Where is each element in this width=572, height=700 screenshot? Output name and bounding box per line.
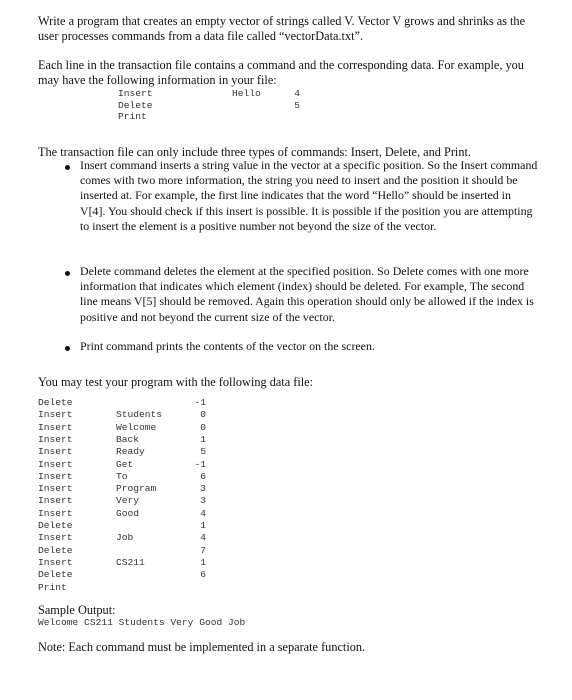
data-file-number: 5 <box>200 446 206 458</box>
data-file-row <box>0 409 572 421</box>
data-file-string: Welcome <box>116 421 157 433</box>
data-file-number: 4 <box>200 507 206 519</box>
data-file-number: 3 <box>200 483 206 495</box>
bullet-icon <box>65 346 70 351</box>
data-file-row <box>0 532 572 544</box>
data-file-command: Insert <box>38 495 73 507</box>
example-number: 5 <box>294 99 300 111</box>
data-file-row <box>0 434 572 446</box>
data-file-number: 3 <box>200 495 206 507</box>
data-file-row <box>0 446 572 458</box>
data-file-command: Insert <box>38 421 73 433</box>
data-file-row <box>0 508 572 520</box>
data-file-command: Insert <box>38 507 73 519</box>
data-file-row <box>0 557 572 569</box>
data-file-command: Insert <box>38 409 73 421</box>
example-row <box>0 88 572 100</box>
data-file-number: 0 <box>200 421 206 433</box>
bullet-icon <box>65 165 70 170</box>
sample-output-title: Sample Output: <box>38 603 116 617</box>
data-file-command: Insert <box>38 532 73 544</box>
sample-output-text: Welcome CS211 Students Very Good Job <box>38 617 246 628</box>
example-string: Hello <box>232 88 261 99</box>
bullet-icon <box>65 271 70 276</box>
data-file-row <box>0 483 572 495</box>
data-file-number: 1 <box>200 520 206 531</box>
data-file-string: Get <box>116 458 134 470</box>
data-file-command: Print <box>38 581 67 593</box>
data-file-number: 0 <box>200 409 206 421</box>
data-file-number: 1 <box>200 433 206 445</box>
note-paragraph: Note: Each command must be implemented in a separate function. <box>38 640 366 654</box>
intro-paragraph: Write a program that creates an empty vector of strings called V. Vector V grows and shrinks as the user processes commands from a data file called “vectorData.txt”. <box>38 14 526 43</box>
data-file-command: Insert <box>38 446 73 458</box>
bullet-print: Print command prints the contents of the vector on the screen. <box>80 339 375 353</box>
data-file-command: Insert <box>38 470 73 482</box>
data-file-number: 7 <box>200 544 206 556</box>
data-file-number: -1 <box>194 458 206 470</box>
test-intro-paragraph: You may test your program with the following data file: <box>38 375 314 389</box>
data-file-string: Good <box>116 507 140 519</box>
example-block <box>0 88 572 128</box>
data-file-number: 4 <box>200 532 206 544</box>
data-file-string: Very <box>116 495 140 507</box>
data-file-command: Delete <box>38 520 73 531</box>
each-line-paragraph: Each line in the transaction file contains a command and the corresponding data. For example, you may have the following information in your file: <box>38 58 524 87</box>
data-file-command: Insert <box>38 433 73 445</box>
data-file-command: Insert <box>38 556 73 568</box>
data-file-command: Delete <box>38 544 73 556</box>
example-row <box>0 111 572 123</box>
data-file-number: -1 <box>194 397 206 408</box>
data-file-row <box>0 520 572 532</box>
data-file-row <box>0 459 572 471</box>
data-file-number: 6 <box>200 569 206 581</box>
example-command: Insert <box>118 88 153 99</box>
data-file-command: Delete <box>38 569 73 581</box>
data-file-string: Ready <box>116 446 145 458</box>
data-file-row <box>0 397 572 409</box>
data-file-string: Job <box>116 532 134 544</box>
data-file-command: Insert <box>38 458 73 470</box>
data-file-string: To <box>116 470 128 482</box>
data-file-row <box>0 471 572 483</box>
example-command: Print <box>118 111 147 123</box>
data-file-number: 6 <box>200 470 206 482</box>
bullet-insert: Insert command inserts a string value in the vector at a specific position. So the Insert command comes with two more information, the string you need to insert and the position it should be inserted at. For example, the first line indicates that the word “Hello” should be inserted in V[4]. You should check if this insert is possible. It is possible if the position you are attempting to insert the element is a positive number not beyond the size of the vector. <box>80 158 538 233</box>
data-file-string: Students <box>116 409 163 421</box>
data-file-row <box>0 422 572 434</box>
data-file-command: Delete <box>38 397 73 408</box>
data-file-row <box>0 582 572 594</box>
example-row <box>0 100 572 112</box>
data-file-row <box>0 495 572 507</box>
data-file-string: CS211 <box>116 556 145 568</box>
data-file-row <box>0 545 572 557</box>
data-file-command: Insert <box>38 483 73 495</box>
data-file-listing <box>0 397 572 592</box>
example-command: Delete <box>118 99 153 111</box>
data-file-number: 1 <box>200 556 206 568</box>
data-file-row <box>0 569 572 581</box>
transaction-types-paragraph: The transaction file can only include three types of commands: Insert, Delete, and Print. <box>38 145 471 159</box>
bullet-delete: Delete command deletes the element at the specified position. So Delete comes with one more information that indicates which element (index) should be deleted. For example, The second line means V[5] should be removed. Again this operation should only be allowed if the index is positive and not beyond the current size of the vector. <box>80 264 534 324</box>
data-file-string: Back <box>116 433 140 445</box>
data-file-string: Program <box>116 483 157 495</box>
example-number: 4 <box>294 88 300 99</box>
